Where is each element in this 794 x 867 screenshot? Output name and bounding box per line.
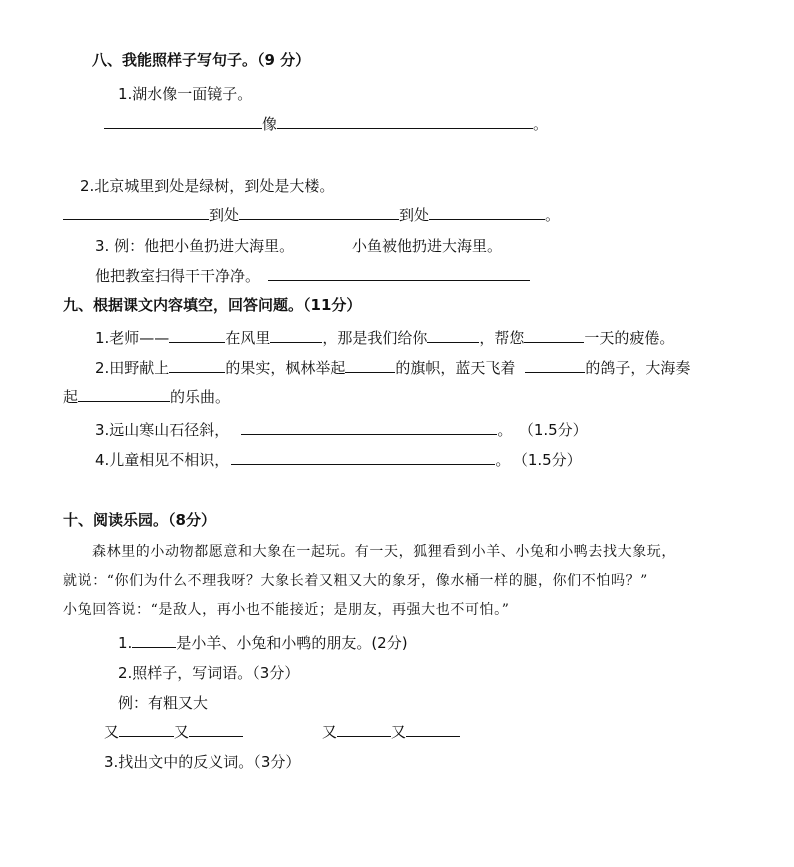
q8-3-task: 他把教室扫得干干净净。 <box>95 266 530 286</box>
section-9-title: 九、根据课文内容填空，回答问题。（11分） <box>63 296 362 314</box>
answer-blank[interactable] <box>239 205 399 220</box>
section-8-title: 八、我能照样子写句子。（9 分） <box>92 51 311 69</box>
q9-1: 1.老师—— 在风里 ，那是我们给你 ，帮您 一天的疲倦。 <box>95 329 675 347</box>
answer-blank[interactable] <box>270 328 322 343</box>
q9-4: 4.儿童相见不相识， 。 （1.5分） <box>95 451 582 469</box>
passage-line-3: 小兔回答说：“是敌人，再小也不能接近；是朋友，再强大也不可怕。” <box>63 602 510 618</box>
q10-2-blank-b: 又 又 <box>322 722 460 742</box>
q10-3: 3.找出文中的反义词。（3分） <box>104 753 301 771</box>
answer-blank[interactable] <box>337 722 391 737</box>
answer-blank[interactable] <box>231 450 495 465</box>
answer-blank[interactable] <box>268 266 530 281</box>
answer-blank[interactable] <box>189 722 243 737</box>
q9-2-cont: 起 的乐曲。 <box>63 388 231 406</box>
answer-blank[interactable] <box>277 114 533 129</box>
section-10-title: 十、阅读乐园。（8分） <box>63 511 216 529</box>
q10-2: 2.照样子，写词语。（3分） <box>118 664 300 682</box>
q8-3-example-passive: 小鱼被他扔进大海里。 <box>352 237 503 255</box>
q8-2-answer-line: 到处 到处 。 <box>63 205 560 225</box>
answer-blank[interactable] <box>524 328 584 343</box>
q10-1: 1. 是小羊、小兔和小鸭的朋友。(2分) <box>118 634 408 652</box>
answer-blank[interactable] <box>169 328 225 343</box>
q10-2-example: 例：有粗又大 <box>118 694 209 712</box>
answer-blank[interactable] <box>119 722 174 737</box>
answer-blank[interactable] <box>104 114 262 129</box>
answer-blank[interactable] <box>132 633 176 648</box>
q8-1-answer-line: 像 。 <box>104 114 548 134</box>
passage-line-2: 就说：“你们为什么不理我呀？大象长着又粗又大的象牙，像水桶一样的腿，你们不怕吗？” <box>63 573 648 589</box>
passage-line-1: 森林里的小动物都愿意和大象在一起玩。有一天，狐狸看到小羊、小兔和小鸭去找大象玩， <box>92 544 676 560</box>
answer-blank[interactable] <box>169 358 225 373</box>
q8-1-prompt: 1.湖水像一面镜子。 <box>118 85 253 103</box>
answer-blank[interactable] <box>345 358 395 373</box>
answer-blank[interactable] <box>241 420 497 435</box>
answer-blank[interactable] <box>427 328 479 343</box>
q10-2-blank-a: 又 又 <box>104 722 243 742</box>
q9-2: 2.田野献上 的果实，枫林举起 的旗帜，蓝天飞着 的鸽子，大海奏 <box>95 359 691 377</box>
q9-3: 3.远山寒山石径斜， 。 （1.5分） <box>95 421 588 439</box>
answer-blank[interactable] <box>525 358 585 373</box>
q8-3-example: 3. 例：他把小鱼扔进大海里。 <box>95 237 295 255</box>
answer-blank[interactable] <box>63 205 209 220</box>
answer-blank[interactable] <box>406 722 460 737</box>
answer-blank[interactable] <box>429 205 545 220</box>
q8-2-prompt: 2.北京城里到处是绿树，到处是大楼。 <box>80 177 335 195</box>
answer-blank[interactable] <box>78 387 170 402</box>
